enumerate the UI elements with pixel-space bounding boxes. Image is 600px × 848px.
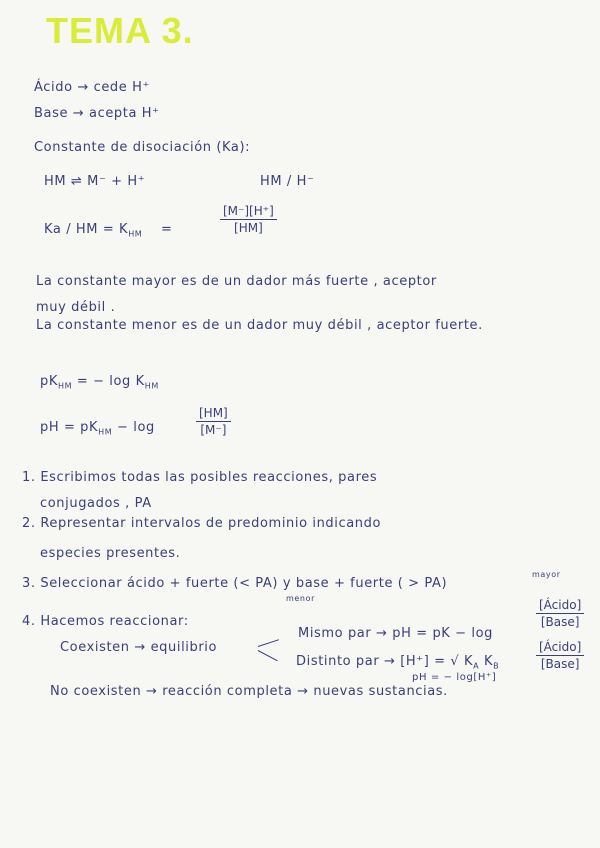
ka-fraction <box>220 204 277 235</box>
kb-sub-b: B <box>493 661 500 671</box>
step-2-line-2: especies presentes. <box>40 546 181 561</box>
ph-numerator: [HM] <box>196 406 231 422</box>
pk-label: pK <box>40 374 58 389</box>
branch-arrow-up <box>258 639 279 647</box>
step-3: 3. Seleccionar ácido + fuerte (< PA) y base + fuerte ( > PA) <box>22 576 448 591</box>
ph-denominator: [M⁻] <box>200 423 227 437</box>
ka-sub-a: A <box>473 661 480 671</box>
ph-left: pH = pK <box>40 420 99 435</box>
different-pair-fraction <box>536 640 584 671</box>
coexist-equilibrium: Coexisten → equilibrio <box>60 640 218 655</box>
pk-definition <box>40 374 159 391</box>
branch-arrow-down <box>258 650 278 661</box>
weaker-constant-line: La constante menor es de un dador muy débil , aceptor fuerte. <box>36 318 483 333</box>
ka-subscript: HM <box>128 229 143 239</box>
stronger-constant-line-2: muy débil . <box>36 300 116 315</box>
same-pair-numerator: [Ácido] <box>536 598 584 614</box>
ph-mid: − log <box>117 420 155 435</box>
step-1-line-1: 1. Escribimos todas las posibles reacciones, pares <box>22 470 378 485</box>
same-pair-equation: Mismo par → pH = pK − log <box>298 626 494 641</box>
step-2-line-1: 2. Representar intervalos de predominio indicando <box>22 516 382 531</box>
ph-subscript: HM <box>98 427 113 437</box>
ka-equals: = <box>161 222 173 237</box>
pk-rest-subscript: HM <box>144 381 159 391</box>
dissociation-constant-heading: Constante de disociación (Ka): <box>34 140 251 155</box>
different-pair-text: Distinto par → [H⁺] = √ K <box>296 654 474 669</box>
no-coexist-line: No coexisten → reacción completa → nuevas sustancias. <box>50 684 448 699</box>
different-pair-equation <box>296 654 499 671</box>
step-3-subscript-menor: menor <box>286 594 315 603</box>
ph-from-h-concentration: pH = − log[H⁺] <box>412 672 497 683</box>
dissociation-reaction: HM ⇌ M⁻ + H⁺ <box>44 174 146 189</box>
conjugate-pair: HM / H⁻ <box>260 174 315 189</box>
pk-subscript: HM <box>57 381 73 391</box>
step-3-subscript-mayor: mayor <box>532 570 561 579</box>
different-pair-numerator: [Ácido] <box>536 640 584 656</box>
same-pair-fraction <box>536 598 584 629</box>
ka-denominator: [HM] <box>234 221 263 235</box>
page-title: TEMA 3. <box>46 10 194 51</box>
ka-numerator: [M⁻][H⁺] <box>220 204 277 220</box>
ph-equation <box>40 420 155 437</box>
step-4: 4. Hacemos reaccionar: <box>22 614 189 629</box>
ka-left: Ka / HM = K <box>44 222 129 237</box>
stronger-constant-line-1: La constante mayor es de un dador más fuerte , aceptor <box>36 274 437 289</box>
ka-expression <box>44 222 173 239</box>
kb-label: K <box>479 654 494 669</box>
different-pair-denominator: [Base] <box>540 657 580 671</box>
base-definition: Base → acepta H⁺ <box>34 106 160 121</box>
same-pair-denominator: [Base] <box>540 615 580 629</box>
acid-definition: Ácido → cede H⁺ <box>34 80 150 95</box>
ph-fraction <box>196 406 231 437</box>
pk-rest: = − log K <box>76 374 145 389</box>
step-1-line-2: conjugados , PA <box>40 496 152 511</box>
